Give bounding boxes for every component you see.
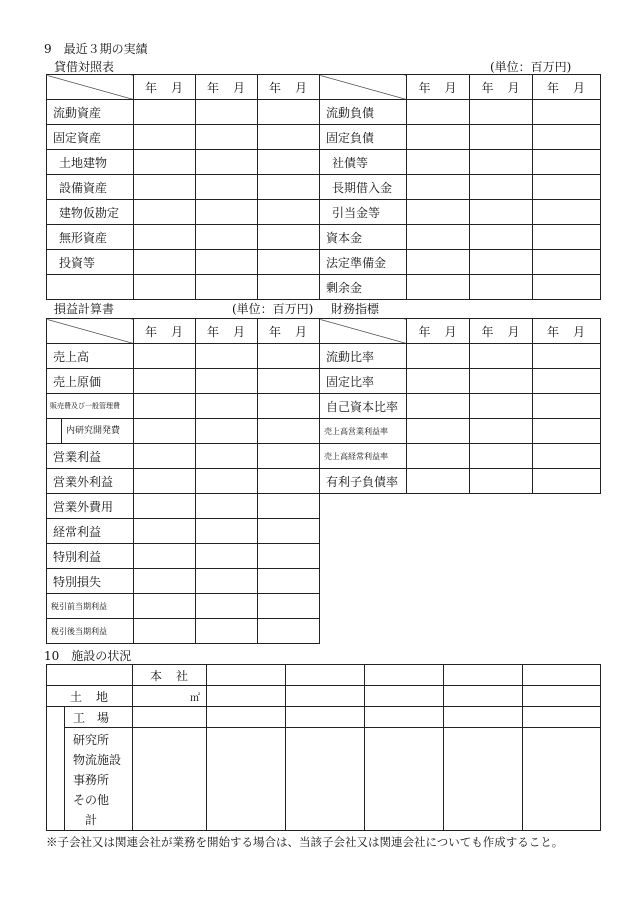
value-cell	[470, 225, 533, 250]
value-cell	[196, 569, 258, 594]
value-cell	[470, 444, 533, 469]
period-header-row	[47, 75, 320, 100]
facilities-header-row	[47, 665, 601, 686]
value-cell	[533, 344, 601, 369]
value-cell	[407, 275, 470, 300]
office-label: 事務所	[73, 773, 110, 787]
land-label: 土 地	[47, 686, 133, 707]
factory-label: 工 場	[65, 707, 133, 728]
table-row	[320, 275, 601, 300]
row-label: 売上高営業利益率	[320, 419, 407, 444]
value-cell	[134, 200, 196, 225]
value-cell	[258, 225, 320, 250]
diagonal-corner-cell	[47, 319, 134, 344]
period-header-cell: 年 月	[258, 319, 320, 344]
value-cell	[258, 125, 320, 150]
row-label: 投資等	[47, 250, 134, 275]
facilities-corner-cell	[47, 665, 133, 686]
land-row	[47, 686, 601, 707]
row-label: 経常利益	[47, 519, 134, 544]
value-cell	[134, 175, 196, 200]
table-row	[320, 369, 601, 394]
row-label: 社債等	[320, 150, 407, 175]
other-facilities-row	[47, 728, 601, 831]
period-header-row	[320, 75, 601, 100]
financial-indicators-table	[319, 318, 601, 494]
value-cell	[533, 150, 601, 175]
value-cell	[470, 275, 533, 300]
row-label: 固定資産	[47, 125, 134, 150]
value-cell	[470, 419, 533, 444]
row-label: 売上高	[47, 344, 134, 369]
research-lab-label: 研究所	[73, 733, 110, 747]
table-row	[47, 369, 320, 394]
value-cell	[470, 125, 533, 150]
value-cell	[407, 369, 470, 394]
value-cell	[407, 344, 470, 369]
value-cell	[134, 250, 196, 275]
value-cell	[470, 344, 533, 369]
value-cell	[258, 275, 320, 300]
value-cell	[134, 519, 196, 544]
period-header-cell: 年 月	[258, 75, 320, 100]
table-row	[47, 544, 320, 569]
other-facilities-labels	[65, 728, 133, 831]
value-cell	[258, 369, 320, 394]
value-cell	[407, 175, 470, 200]
value-cell	[134, 444, 196, 469]
value-cell	[533, 100, 601, 125]
row-label: 固定比率	[320, 369, 407, 394]
period-header-cell: 年 月	[134, 319, 196, 344]
value-cell	[470, 369, 533, 394]
income-statement-unit: (単位：百万円)	[232, 302, 314, 316]
value-cell	[533, 125, 601, 150]
value-cell	[407, 444, 470, 469]
value-cell	[196, 225, 258, 250]
table-row	[47, 569, 320, 594]
table-row	[47, 125, 320, 150]
income-statement-title: 損益計算書	[54, 302, 115, 316]
table-row	[47, 250, 320, 275]
row-label: 設備資産	[47, 175, 134, 200]
facilities-table	[46, 664, 601, 831]
value-cell	[196, 619, 258, 644]
period-header-cell: 年 月	[134, 75, 196, 100]
value-cell	[196, 469, 258, 494]
value-cell	[134, 394, 196, 419]
value-cell	[407, 419, 470, 444]
balance-sheet-assets-table	[46, 74, 320, 300]
value-cell	[134, 275, 196, 300]
value-cell	[196, 394, 258, 419]
table-row	[47, 150, 320, 175]
value-cell	[407, 250, 470, 275]
value-cell	[407, 225, 470, 250]
row-label: 法定準備金	[320, 250, 407, 275]
value-cell	[258, 519, 320, 544]
period-header-cell: 年 月	[196, 319, 258, 344]
value-cell	[134, 594, 196, 619]
value-cell	[533, 200, 601, 225]
value-cell	[134, 225, 196, 250]
table-row	[47, 275, 320, 300]
row-label: 剰余金	[320, 275, 407, 300]
income-statement-table	[46, 318, 320, 644]
value-cell	[470, 469, 533, 494]
value-cell	[258, 100, 320, 125]
diagonal-corner-cell	[320, 75, 407, 100]
value-cell	[134, 150, 196, 175]
value-cell	[533, 250, 601, 275]
value-cell	[196, 444, 258, 469]
value-cell	[533, 275, 601, 300]
diagonal-corner-cell	[320, 319, 407, 344]
row-label: 固定負債	[320, 125, 407, 150]
table-row	[47, 469, 320, 494]
table-row	[320, 469, 601, 494]
value-cell	[196, 544, 258, 569]
land-unit: ㎡	[133, 686, 207, 707]
table-row	[47, 519, 320, 544]
row-label: 流動負債	[320, 100, 407, 125]
table-row	[47, 619, 320, 644]
value-cell	[196, 494, 258, 519]
row-label: 売上高経常利益率	[320, 444, 407, 469]
value-cell	[196, 369, 258, 394]
value-cell	[134, 469, 196, 494]
value-cell	[407, 394, 470, 419]
value-cell	[533, 419, 601, 444]
row-label	[47, 275, 134, 300]
value-cell	[258, 419, 320, 444]
period-header-row	[47, 319, 320, 344]
row-label: 営業利益	[47, 444, 134, 469]
row-label: 内研究開発費	[47, 419, 134, 444]
value-cell	[258, 544, 320, 569]
row-label: 有利子負債率	[320, 469, 407, 494]
value-cell	[470, 150, 533, 175]
row-label: 税引前当期利益	[47, 594, 134, 619]
head-office-label: 本 社	[133, 665, 207, 686]
value-cell	[196, 594, 258, 619]
value-cell	[407, 125, 470, 150]
value-cell	[134, 344, 196, 369]
footnote: ※子会社又は関連会社が業務を開始する場合は、当該子会社又は関連会社についても作成すること。	[46, 835, 564, 849]
value-cell	[196, 344, 258, 369]
value-cell	[258, 200, 320, 225]
value-cell	[196, 175, 258, 200]
value-cell	[196, 419, 258, 444]
row-label: 無形資産	[47, 225, 134, 250]
table-row	[47, 494, 320, 519]
period-header-cell: 年 月	[470, 319, 533, 344]
value-cell	[134, 619, 196, 644]
table-row	[320, 175, 601, 200]
period-header-cell: 年 月	[407, 75, 470, 100]
value-cell	[258, 619, 320, 644]
factory-row	[47, 707, 601, 728]
value-cell	[258, 394, 320, 419]
row-label: 営業外利益	[47, 469, 134, 494]
value-cell	[134, 494, 196, 519]
table-row	[47, 100, 320, 125]
value-cell	[258, 444, 320, 469]
row-label: 流動比率	[320, 344, 407, 369]
table-row	[47, 419, 320, 444]
balance-sheet-liabilities-table	[319, 74, 601, 300]
table-row	[47, 444, 320, 469]
row-label: 引当金等	[320, 200, 407, 225]
row-label: 税引後当期利益	[47, 619, 134, 644]
value-cell	[533, 225, 601, 250]
value-cell	[533, 369, 601, 394]
period-header-cell: 年 月	[533, 319, 601, 344]
row-label: 資本金	[320, 225, 407, 250]
other-label: その他	[73, 793, 110, 807]
financial-indicators-title: 財務指標	[331, 302, 380, 316]
table-row	[320, 419, 601, 444]
value-cell	[533, 394, 601, 419]
table-row	[47, 225, 320, 250]
table-row	[320, 100, 601, 125]
balance-sheet-unit: (単位：百万円)	[490, 60, 572, 74]
section-9-title: 9 最近３期の実績	[44, 42, 148, 56]
row-label: 土地建物	[47, 150, 134, 175]
period-header-row	[320, 319, 601, 344]
value-cell	[134, 369, 196, 394]
period-header-cell: 年 月	[470, 75, 533, 100]
period-header-cell: 年 月	[407, 319, 470, 344]
value-cell	[196, 200, 258, 225]
value-cell	[134, 100, 196, 125]
value-cell	[258, 344, 320, 369]
value-cell	[470, 200, 533, 225]
value-cell	[258, 250, 320, 275]
value-cell	[533, 469, 601, 494]
table-row	[47, 175, 320, 200]
value-cell	[258, 594, 320, 619]
building-group-bracket	[47, 707, 65, 831]
row-label: 特別損失	[47, 569, 134, 594]
table-row	[320, 150, 601, 175]
value-cell	[196, 125, 258, 150]
logistics-facility-label: 物流施設	[73, 753, 122, 767]
table-row	[47, 200, 320, 225]
section-10-title: 10 施設の状況	[44, 649, 132, 663]
row-label: 売上原価	[47, 369, 134, 394]
table-row	[320, 200, 601, 225]
row-label: 流動資産	[47, 100, 134, 125]
value-cell	[134, 419, 196, 444]
value-cell	[407, 100, 470, 125]
value-cell	[134, 544, 196, 569]
value-cell	[258, 175, 320, 200]
value-cell	[196, 519, 258, 544]
table-row	[320, 125, 601, 150]
row-label: 建物仮勘定	[47, 200, 134, 225]
value-cell	[258, 150, 320, 175]
value-cell	[196, 150, 258, 175]
value-cell	[407, 469, 470, 494]
value-cell	[470, 175, 533, 200]
diagonal-corner-cell	[47, 75, 134, 100]
value-cell	[134, 125, 196, 150]
table-row	[320, 394, 601, 419]
table-row	[47, 594, 320, 619]
total-label: 計	[73, 813, 98, 827]
value-cell	[258, 469, 320, 494]
value-cell	[134, 569, 196, 594]
value-cell	[470, 100, 533, 125]
balance-sheet-title: 貸借対照表	[54, 60, 115, 74]
value-cell	[407, 150, 470, 175]
value-cell	[470, 250, 533, 275]
value-cell	[407, 200, 470, 225]
value-cell	[533, 175, 601, 200]
value-cell	[196, 275, 258, 300]
row-label: 営業外費用	[47, 494, 134, 519]
value-cell	[196, 100, 258, 125]
value-cell	[533, 444, 601, 469]
table-row	[320, 444, 601, 469]
period-header-cell: 年 月	[533, 75, 601, 100]
row-label: 自己資本比率	[320, 394, 407, 419]
value-cell	[258, 494, 320, 519]
row-label: 販売費及び一般管理費	[47, 394, 134, 419]
table-row	[320, 344, 601, 369]
row-label: 長期借入金	[320, 175, 407, 200]
value-cell	[196, 250, 258, 275]
table-row	[47, 344, 320, 369]
row-label: 特別利益	[47, 544, 134, 569]
table-row	[47, 394, 320, 419]
table-row	[320, 250, 601, 275]
value-cell	[258, 569, 320, 594]
period-header-cell: 年 月	[196, 75, 258, 100]
value-cell	[470, 394, 533, 419]
table-row	[320, 225, 601, 250]
